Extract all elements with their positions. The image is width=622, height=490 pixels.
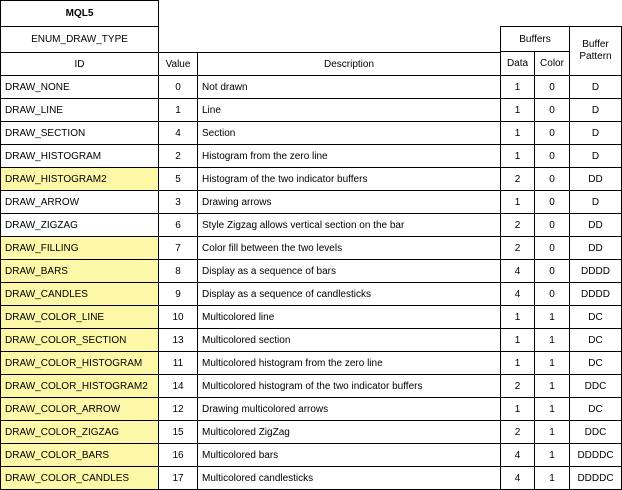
- cell-color: 0: [534, 144, 570, 168]
- cell-description: Drawing multicolored arrows: [197, 397, 501, 421]
- cell-color: 0: [534, 282, 570, 306]
- cell-data: 1: [500, 121, 535, 145]
- cell-pattern: DC: [569, 305, 622, 329]
- col-header-data: Data: [500, 51, 535, 76]
- cell-description: Color fill between the two levels: [197, 236, 501, 260]
- cell-data: 4: [500, 259, 535, 283]
- cell-value: 11: [158, 351, 198, 375]
- cell-id: DRAW_FILLING: [0, 236, 159, 260]
- cell-pattern: DC: [569, 328, 622, 352]
- col-header-color: Color: [534, 51, 570, 76]
- cell-pattern: DDDDC: [569, 443, 622, 467]
- cell-color: 0: [534, 259, 570, 283]
- cell-description: Multicolored ZigZag: [197, 420, 501, 444]
- cell-data: 2: [500, 374, 535, 398]
- cell-pattern: D: [569, 75, 622, 99]
- cell-pattern: DC: [569, 351, 622, 375]
- buffers-header: Buffers: [500, 26, 570, 52]
- cell-data: 4: [500, 443, 535, 467]
- cell-value: 8: [158, 259, 198, 283]
- cell-id: DRAW_COLOR_HISTOGRAM: [0, 351, 159, 375]
- cell-color: 0: [534, 213, 570, 237]
- cell-id: DRAW_LINE: [0, 98, 159, 122]
- cell-value: 6: [158, 213, 198, 237]
- cell-id: DRAW_SECTION: [0, 121, 159, 145]
- buffer-pattern-header: [569, 26, 622, 76]
- cell-id: DRAW_COLOR_SECTION: [0, 328, 159, 352]
- cell-id: DRAW_HISTOGRAM2: [0, 167, 159, 191]
- cell-data: 1: [500, 190, 535, 214]
- cell-color: 1: [534, 443, 570, 467]
- cell-description: Style Zigzag allows vertical section on the bar: [197, 213, 501, 237]
- cell-value: 4: [158, 121, 198, 145]
- cell-value: 2: [158, 144, 198, 168]
- enum-header: ENUM_DRAW_TYPE: [0, 26, 159, 53]
- cell-pattern: DD: [569, 167, 622, 191]
- cell-id: DRAW_COLOR_BARS: [0, 443, 159, 467]
- cell-color: 0: [534, 75, 570, 99]
- cell-id: DRAW_BARS: [0, 259, 159, 283]
- cell-color: 0: [534, 121, 570, 145]
- cell-id: DRAW_ZIGZAG: [0, 213, 159, 237]
- cell-value: 16: [158, 443, 198, 467]
- mql5-header: MQL5: [0, 0, 159, 27]
- cell-pattern: DDC: [569, 420, 622, 444]
- cell-description: Multicolored candlesticks: [197, 466, 501, 490]
- cell-value: 9: [158, 282, 198, 306]
- cell-description: Multicolored histogram from the zero line: [197, 351, 501, 375]
- cell-data: 4: [500, 282, 535, 306]
- cell-color: 0: [534, 98, 570, 122]
- cell-pattern: D: [569, 121, 622, 145]
- cell-pattern: D: [569, 98, 622, 122]
- cell-data: 2: [500, 420, 535, 444]
- cell-pattern: DDDD: [569, 259, 622, 283]
- cell-data: 2: [500, 236, 535, 260]
- cell-color: 1: [534, 397, 570, 421]
- cell-value: 7: [158, 236, 198, 260]
- cell-data: 1: [500, 351, 535, 375]
- cell-color: 1: [534, 374, 570, 398]
- cell-color: 1: [534, 351, 570, 375]
- cell-color: 0: [534, 190, 570, 214]
- cell-id: DRAW_NONE: [0, 75, 159, 99]
- buffer-pattern-label: Buffer Pattern: [579, 39, 612, 62]
- cell-data: 1: [500, 397, 535, 421]
- cell-data: 2: [500, 167, 535, 191]
- cell-id: DRAW_COLOR_CANDLES: [0, 466, 159, 490]
- cell-description: Multicolored bars: [197, 443, 501, 467]
- cell-color: 1: [534, 305, 570, 329]
- cell-pattern: D: [569, 190, 622, 214]
- cell-pattern: DC: [569, 397, 622, 421]
- cell-description: Not drawn: [197, 75, 501, 99]
- cell-value: 3: [158, 190, 198, 214]
- cell-value: 15: [158, 420, 198, 444]
- cell-description: Drawing arrows: [197, 190, 501, 214]
- cell-color: 0: [534, 236, 570, 260]
- cell-pattern: DDDD: [569, 282, 622, 306]
- cell-description: Multicolored histogram of the two indicator buffers: [197, 374, 501, 398]
- cell-value: 12: [158, 397, 198, 421]
- cell-value: 5: [158, 167, 198, 191]
- cell-description: Multicolored section: [197, 328, 501, 352]
- cell-id: DRAW_COLOR_HISTOGRAM2: [0, 374, 159, 398]
- cell-color: 1: [534, 420, 570, 444]
- cell-pattern: DDDDC: [569, 466, 622, 490]
- cell-data: 1: [500, 98, 535, 122]
- cell-color: 1: [534, 328, 570, 352]
- cell-description: Multicolored line: [197, 305, 501, 329]
- cell-description: Line: [197, 98, 501, 122]
- cell-data: 1: [500, 305, 535, 329]
- col-header-description: Description: [197, 52, 501, 76]
- cell-pattern: D: [569, 144, 622, 168]
- cell-data: 1: [500, 144, 535, 168]
- cell-value: 0: [158, 75, 198, 99]
- col-header-id: ID: [0, 52, 159, 76]
- cell-pattern: DD: [569, 236, 622, 260]
- cell-description: Display as a sequence of candlesticks: [197, 282, 501, 306]
- cell-description: Display as a sequence of bars: [197, 259, 501, 283]
- cell-description: Histogram of the two indicator buffers: [197, 167, 501, 191]
- cell-data: 1: [500, 328, 535, 352]
- cell-value: 1: [158, 98, 198, 122]
- cell-id: DRAW_COLOR_ARROW: [0, 397, 159, 421]
- cell-pattern: DDC: [569, 374, 622, 398]
- cell-color: 1: [534, 466, 570, 490]
- cell-data: 2: [500, 213, 535, 237]
- cell-value: 13: [158, 328, 198, 352]
- col-header-value: Value: [158, 52, 198, 76]
- cell-value: 17: [158, 466, 198, 490]
- cell-data: 4: [500, 466, 535, 490]
- cell-value: 14: [158, 374, 198, 398]
- cell-id: DRAW_ARROW: [0, 190, 159, 214]
- cell-pattern: DD: [569, 213, 622, 237]
- cell-id: DRAW_HISTOGRAM: [0, 144, 159, 168]
- cell-data: 1: [500, 75, 535, 99]
- cell-description: Histogram from the zero line: [197, 144, 501, 168]
- cell-id: DRAW_COLOR_LINE: [0, 305, 159, 329]
- cell-description: Section: [197, 121, 501, 145]
- cell-color: 0: [534, 167, 570, 191]
- cell-id: DRAW_CANDLES: [0, 282, 159, 306]
- cell-id: DRAW_COLOR_ZIGZAG: [0, 420, 159, 444]
- cell-value: 10: [158, 305, 198, 329]
